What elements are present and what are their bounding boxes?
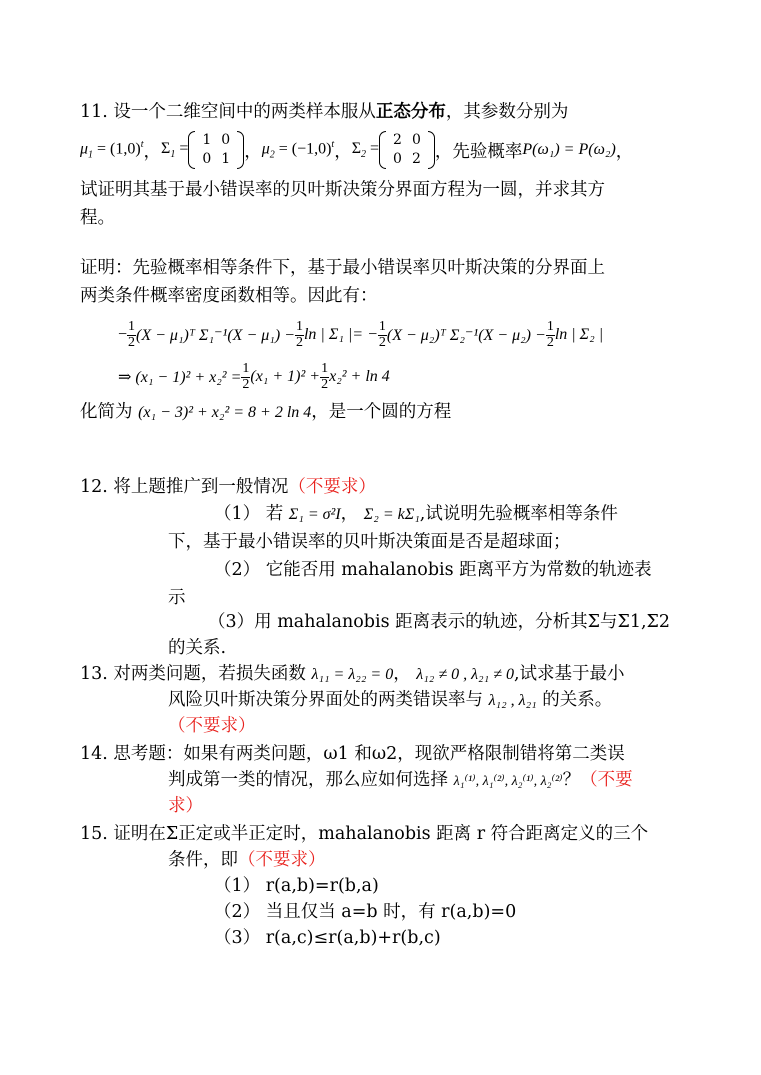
q15-not-required: （不要求） <box>238 850 326 870</box>
q12-math2: Σ₂ = kΣ₁ <box>363 506 420 523</box>
half-fraction: $\frac{1}{2}$ <box>128 318 136 350</box>
q11-matrix1: 1 0 0 1 <box>188 131 244 169</box>
q12-part2-line2: 示 <box>168 588 186 608</box>
q11-sigma2: $\Sigma_2$ = <box>351 139 380 161</box>
eq2-a: ⇒ (x₁ − 1)² + x₂² = <box>118 369 242 386</box>
q11-prior-math: P(ω₁) = P(ω₂) <box>522 141 616 158</box>
eq1-mid: ln | Σ₁ |= − <box>303 326 378 343</box>
q15-line2: 条件，即（不要求） <box>168 850 326 870</box>
eq1-end: ln | Σ₂ | <box>554 326 604 343</box>
q15-condition-3: （3） r(a,c)≤r(a,b)+r(b,c) <box>214 928 441 948</box>
q11-params-line <box>80 128 633 172</box>
q13-line1: 13. 对两类问题，若损失函数 λ₁₁ = λ₂₂ = 0， λ₁₂ ≠ 0 , λ₂₁ ≠ 0,试求基于最小 <box>80 664 625 684</box>
q12-part2: （2） 它能否用 mahalanobis 距离平方为常数的轨迹表 <box>214 560 652 580</box>
q15-condition-2: （2） 当且仅当 a=b 时，有 r(a,b)=0 <box>214 902 517 922</box>
q11-prior-text: ，先验概率 <box>434 141 523 162</box>
q13-math3: λ₁₂ , λ₂₁ <box>488 692 537 709</box>
q12-head: 12. 将上题推广到一般情况（不要求） <box>80 477 376 497</box>
proof-equation-1: − $\frac{1}{2}$ (X − μ₁)ᵀ Σ₁⁻¹(X − μ₁) − $\frac{1}{2}$ ln | Σ₁ |= − $\frac{1}{2}$ (X − μ₂)ᵀ Σ₂⁻¹(X − μ₂) − $\frac{1}{2}$ ln | Σ₂ | <box>118 318 604 350</box>
proof-line2: 两类条件概率密度函数相等。因此有： <box>80 286 378 306</box>
q15-line1: 15. 证明在Σ正定或半正定时，mahalanobis 距离 r 符合距离定义的三个 <box>80 824 649 844</box>
q11-text-a: 11. 设一个二维空间中的两类样本服从 <box>80 102 376 122</box>
simplify-eq: (x₁ − 3)² + x₂² = 8 + 2 ln 4 <box>138 404 312 421</box>
q13-not-required: （不要求） <box>168 716 256 736</box>
q11-bold-term: 正态分布 <box>375 102 446 122</box>
q13-line2: 风险贝叶斯决策分界面处的两类错误率与 λ₁₂ , λ₂₁ 的关系。 <box>168 690 613 710</box>
q11-line3: 试证明其基于最小错误率的贝叶斯决策分界面方程为一圆，并求其方 <box>80 180 605 200</box>
half-fraction: $\frac{1}{2}$ <box>242 360 250 392</box>
eq1-right: (X − μ₂)ᵀ Σ₂⁻¹(X − μ₂) − <box>386 327 546 344</box>
q14-not-required-a: （不要 <box>580 770 633 790</box>
q12-part3: （3）用 mahalanobis 距离表示的轨迹，分析其Σ与Σ1,Σ2 <box>208 612 671 632</box>
q11-mu1: $\mu_1 = (1,0)^t$ <box>80 139 144 161</box>
q11-matrix2: 2 0 0 2 <box>379 131 435 169</box>
half-fraction: $\frac{1}{2}$ <box>546 318 554 350</box>
proof-line1: 证明：先验概率相等条件下，基于最小错误率贝叶斯决策的分界面上 <box>80 258 605 278</box>
q12-not-required: （不要求） <box>288 477 376 497</box>
half-fraction: $\frac{1}{2}$ <box>295 318 303 350</box>
q11-mu2: $\mu_2 = (-1,0)^t$ <box>261 139 335 161</box>
q11-prior-end: ， <box>615 141 634 162</box>
q12-part1-line2: 下，基于最小错误率的贝叶斯决策面是否是超球面； <box>168 532 571 552</box>
q14-math: λ₁⁽¹⁾, λ₁⁽²⁾, λ₂⁽¹⁾, λ₂⁽²⁾ <box>453 774 563 789</box>
simplify-label: 化简为 <box>80 402 133 422</box>
proof-simplify <box>80 400 451 425</box>
proof-equation-2 <box>118 356 390 398</box>
q14-line1: 14. 思考题：如果有两类问题，ω1 和ω2，现欲严格限制错将第二类误 <box>80 744 625 764</box>
eq2-c: x₂² + ln 4 <box>329 368 390 385</box>
q15-condition-1: （1） r(a,b)=r(b,a) <box>214 876 379 896</box>
q12-part1: （1） 若 Σ₁ = σ²I， Σ₂ = kΣ₁,试说明先验概率相等条件 <box>214 504 618 524</box>
q13-math2: λ₁₂ ≠ 0 , λ₂₁ ≠ 0 <box>416 666 514 683</box>
q14-line2: 判成第一类的情况，那么应如何选择 λ₁⁽¹⁾, λ₁⁽²⁾, λ₂⁽¹⁾, λ₂⁽²⁾？（不要 <box>168 770 633 790</box>
q11-line1 <box>80 100 568 124</box>
q11-sep1: ， <box>143 141 161 162</box>
q11-sep2: ， <box>244 141 262 162</box>
eq1-left: (X − μ₁)ᵀ Σ₁⁻¹(X − μ₁) − <box>136 327 295 344</box>
q12-math1: Σ₁ = σ²I <box>288 506 341 523</box>
q11-sigma1: $\Sigma_1$ = <box>161 139 189 161</box>
half-fraction: $\frac{1}{2}$ <box>321 360 329 392</box>
q14-not-required-b: 求） <box>168 796 203 816</box>
eq2-b: (x₁ + 1)² + <box>250 368 321 385</box>
q13-math1: λ₁₁ = λ₂₂ = 0 <box>311 666 394 683</box>
q11-line4: 程。 <box>80 208 115 228</box>
half-fraction: $\frac{1}{2}$ <box>378 318 386 350</box>
q11-sep3: ， <box>334 141 352 162</box>
simplify-end: ，是一个圆的方程 <box>311 402 452 422</box>
q12-part3-line2: 的关系. <box>168 638 227 658</box>
q11-text-b: ，其参数分别为 <box>445 102 569 122</box>
